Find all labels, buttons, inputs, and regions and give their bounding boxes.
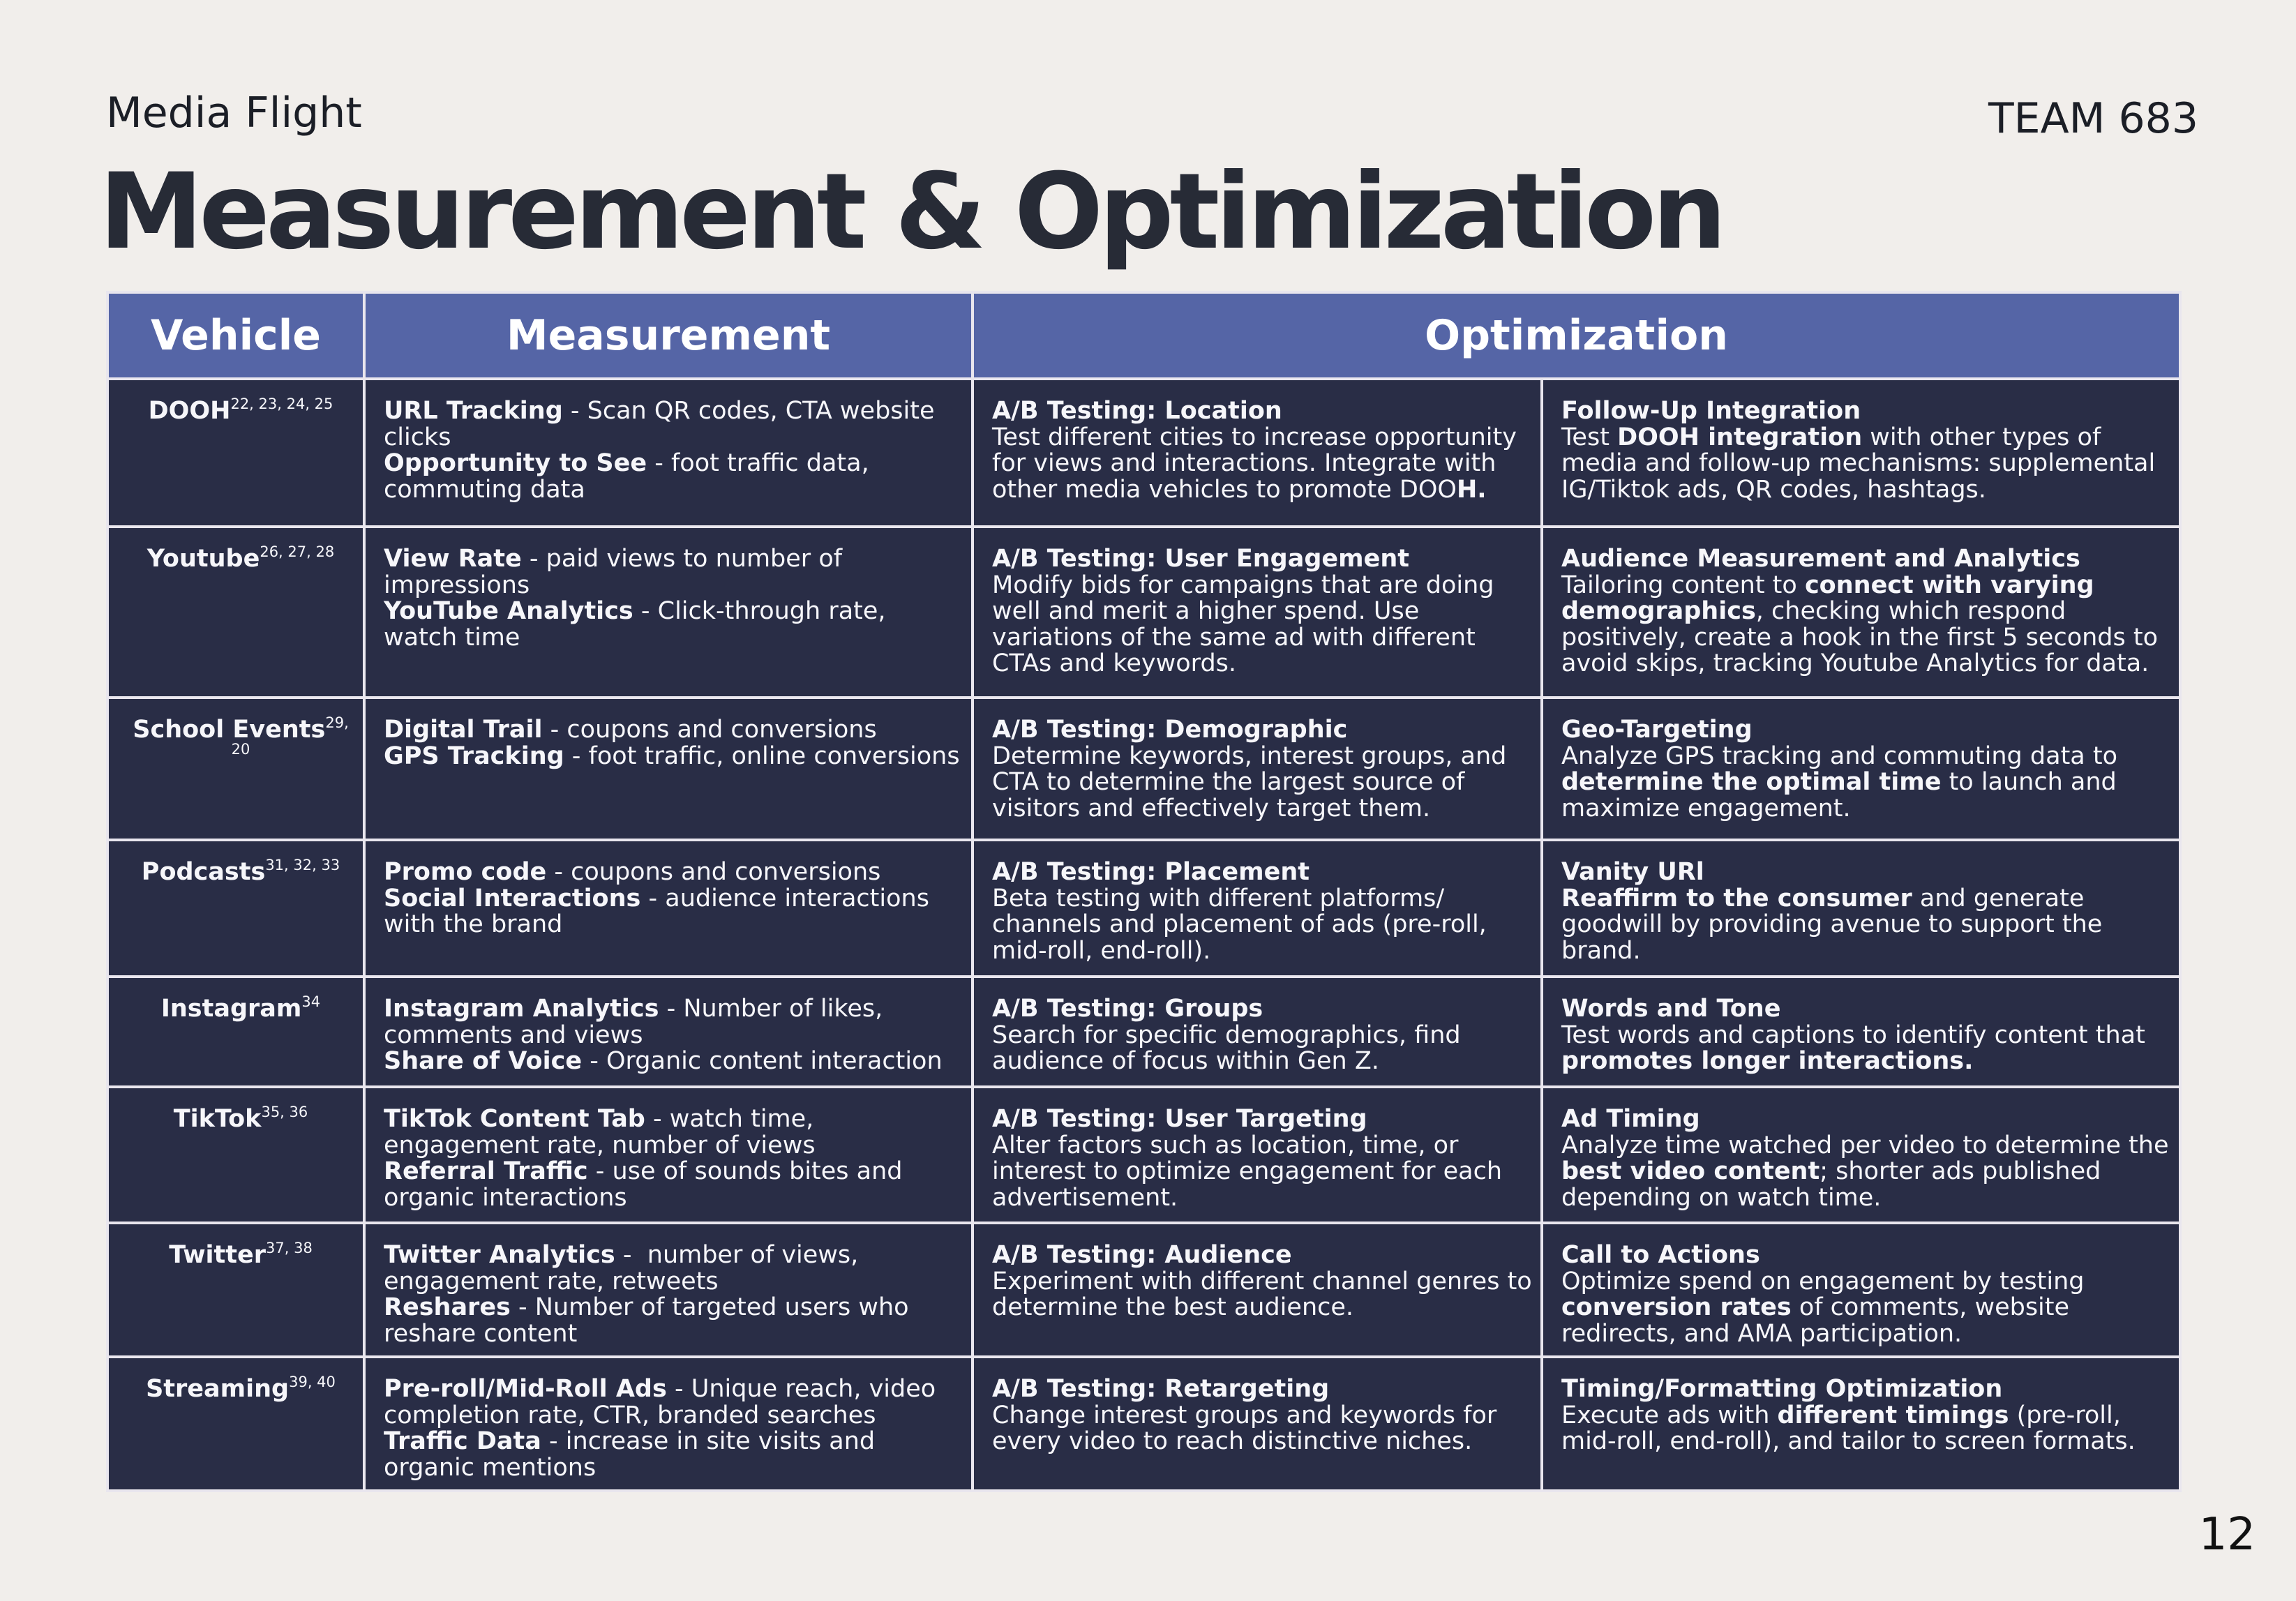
strategy-text: of comments, website redirects, and AMA participation.	[1561, 1293, 2070, 1348]
optimization-test-emphasis: H.	[1456, 475, 1487, 504]
measurement-metric-text: - audience interactions with the brand	[384, 884, 929, 938]
measurement-cell	[364, 1357, 973, 1491]
strategy-text: Execute ads with	[1561, 1401, 1778, 1429]
measurement-metric-title: Promo code	[384, 858, 547, 886]
optimization-test-cell	[973, 1087, 1542, 1223]
table-row	[107, 840, 2180, 977]
strategy-text: Tailoring content to	[1561, 571, 1805, 599]
citation-refs: 29, 20	[231, 714, 349, 758]
measurement-metric-title: Pre-roll/Mid-Roll Ads	[384, 1375, 667, 1403]
table-row	[107, 1223, 2180, 1357]
measurement-cell	[364, 840, 973, 977]
measurement-cell	[364, 527, 973, 698]
vehicle-name: Youtube	[147, 545, 260, 573]
vehicle-cell	[107, 698, 364, 840]
vehicle-name: Instagram	[160, 995, 302, 1023]
optimization-strategy-cell	[1542, 527, 2180, 698]
strategy-emphasis: best video content	[1561, 1157, 1820, 1185]
strategy-text: and generate goodwill by providing avenue to support the brand.	[1561, 884, 2103, 965]
measurement-metric-text: - number of views, engagement rate, retweets	[384, 1241, 866, 1295]
strategy-text: Optimize spend on engagement by testing	[1561, 1267, 2085, 1295]
strategy-text: Analyze GPS tracking and commuting data to	[1561, 742, 2118, 770]
optimization-test-body: Test different cities to increase opportunity for views and interactions. Integrate with other media vehicles to promote DOO	[992, 423, 1517, 504]
measurement-metric-text: - paid views to number of impressions	[384, 545, 843, 599]
measurement-metric-title: TikTok Content Tab	[384, 1105, 645, 1133]
measurement-metric-title: Twitter Analytics	[384, 1241, 615, 1269]
section-label: Media Flight	[106, 89, 362, 137]
measurement-metric-title: URL Tracking	[384, 397, 563, 425]
measurement-cell	[364, 1087, 973, 1223]
vehicle-cell	[107, 840, 364, 977]
optimization-strategy-title: Call to Actions	[1561, 1241, 1760, 1269]
citation-refs: 35, 36	[261, 1104, 308, 1120]
measurement-metric-text: - Unique reach, video completion rate, CTR, branded searches	[384, 1375, 936, 1429]
optimization-test-body: Beta testing with different platforms/ channels and placement of ads (pre-roll, mid-roll, end-roll).	[992, 884, 1487, 965]
page-title: Measurement & Optimization	[99, 151, 1723, 273]
strategy-emphasis: promotes longer interactions.	[1561, 1047, 1974, 1075]
optimization-test-cell	[973, 840, 1542, 977]
measurement-cell	[364, 698, 973, 840]
optimization-strategy-cell	[1542, 1357, 2180, 1491]
citation-refs: 26, 27, 28	[260, 543, 335, 560]
strategy-text: Test words and captions to identify content that	[1561, 1021, 2145, 1049]
optimization-test-title: A/B Testing: Retargeting	[992, 1375, 1330, 1403]
measurement-metric-text: - Number of likes, comments and views	[384, 995, 883, 1049]
optimization-strategy-title: Vanity URl	[1561, 858, 1704, 886]
vehicle-name: Twitter	[169, 1241, 267, 1269]
table-row	[107, 1087, 2180, 1223]
header-optimization: Optimization	[973, 292, 2180, 379]
strategy-emphasis: DOOH integration	[1617, 423, 1863, 451]
optimization-strategy-cell	[1542, 698, 2180, 840]
page-number: 12	[2198, 1509, 2256, 1561]
citation-refs: 37, 38	[266, 1240, 313, 1256]
strategy-emphasis: determine the optimal time	[1561, 768, 1942, 796]
optimization-test-title: A/B Testing: Demographic	[992, 716, 1348, 744]
optimization-strategy-cell	[1542, 379, 2180, 527]
measurement-metric-text: - coupons and conversions	[546, 858, 881, 886]
measurement-metric-text: - use of sounds bites and organic interactions	[384, 1157, 903, 1212]
measurement-metric-text: - foot traffic, online conversions	[564, 742, 960, 770]
measurement-metric-title: Digital Trail	[384, 716, 543, 744]
optimization-test-title: A/B Testing: User Targeting	[992, 1105, 1367, 1133]
measurement-metric-title: GPS Tracking	[384, 742, 564, 770]
measurement-cell	[364, 379, 973, 527]
measurement-metric-text: - Number of targeted users who reshare content	[384, 1293, 909, 1348]
measurement-metric-title: Social Interactions	[384, 884, 641, 912]
measurement-cell	[364, 977, 973, 1087]
strategy-text: , checking which respond positively, create a hook in the first 5 seconds to avoid skips, tracking Youtube Analytics for data.	[1561, 597, 2159, 677]
measurement-metric-text: - watch time, engagement rate, number of views	[384, 1105, 816, 1159]
measurement-metric-title: Referral Traffic	[384, 1157, 588, 1185]
optimization-test-body: Search for specific demographics, find audience of focus within Gen Z.	[992, 1021, 1461, 1075]
header-vehicle: Vehicle	[107, 292, 364, 379]
optimization-strategy-cell	[1542, 1223, 2180, 1357]
optimization-test-title: A/B Testing: User Engagement	[992, 545, 1409, 573]
optimization-test-cell	[973, 977, 1542, 1087]
optimization-test-body: Determine keywords, interest groups, and CTA to determine the largest source of visitors and effectively target them.	[992, 742, 1507, 822]
optimization-test-cell	[973, 1223, 1542, 1357]
measurement-metric-title: View Rate	[384, 545, 522, 573]
vehicle-name: Podcasts	[141, 858, 266, 886]
table-row	[107, 977, 2180, 1087]
optimization-strategy-title: Timing/Formatting Optimization	[1561, 1375, 2003, 1403]
table-header-row	[107, 292, 2180, 379]
strategy-emphasis: different timings	[1777, 1401, 2009, 1429]
team-label: TEAM 683	[1988, 94, 2198, 143]
strategy-emphasis: connect with varying demographics	[1561, 571, 2094, 625]
vehicle-name: School Events	[133, 716, 326, 744]
optimization-test-body: Experiment with different channel genres to determine the best audience.	[992, 1267, 1532, 1321]
optimization-test-title: A/B Testing: Groups	[992, 995, 1263, 1023]
measurement-metric-title: Reshares	[384, 1293, 511, 1321]
strategy-emphasis: Reaffirm to the consumer	[1561, 884, 1912, 912]
table-row	[107, 698, 2180, 840]
optimization-strategy-title: Geo-Targeting	[1561, 716, 1753, 744]
optimization-strategy-cell	[1542, 1087, 2180, 1223]
header-measurement: Measurement	[364, 292, 973, 379]
optimization-test-title: A/B Testing: Placement	[992, 858, 1310, 886]
vehicle-cell	[107, 527, 364, 698]
measurement-metric-title: Share of Voice	[384, 1047, 583, 1075]
measurement-cell	[364, 1223, 973, 1357]
measurement-metric-text: - Organic content interaction	[582, 1047, 943, 1075]
optimization-strategy-cell	[1542, 840, 2180, 977]
vehicle-name: Streaming	[146, 1375, 290, 1403]
measurement-metric-title: Opportunity to See	[384, 449, 647, 477]
citation-refs: 22, 23, 24, 25	[230, 396, 333, 412]
vehicle-name: DOOH	[148, 397, 231, 425]
measurement-metric-text: - Scan QR codes, CTA website clicks	[384, 397, 935, 451]
strategy-text: Test	[1561, 423, 1618, 451]
table-row	[107, 527, 2180, 698]
citation-refs: 34	[301, 993, 321, 1010]
vehicle-cell	[107, 1223, 364, 1357]
citation-refs: 31, 32, 33	[265, 857, 340, 873]
vehicle-cell	[107, 977, 364, 1087]
optimization-test-title: A/B Testing: Location	[992, 397, 1282, 425]
measurement-metric-title: Instagram Analytics	[384, 995, 659, 1023]
optimization-test-title: A/B Testing: Audience	[992, 1241, 1292, 1269]
optimization-test-cell	[973, 379, 1542, 527]
vehicle-cell	[107, 1357, 364, 1491]
measurement-optimization-table	[106, 291, 2182, 1492]
strategy-text: (pre-roll, mid-roll, end-roll), and tailor to screen formats.	[1561, 1401, 2136, 1455]
optimization-strategy-title: Words and Tone	[1561, 995, 1781, 1023]
optimization-strategy-title: Follow-Up Integration	[1561, 397, 1861, 425]
measurement-metric-text: - coupons and conversions	[542, 716, 877, 744]
optimization-strategy-title: Audience Measurement and Analytics	[1561, 545, 2080, 573]
strategy-text: Analyze time watched per video to determine the	[1561, 1131, 2169, 1159]
table-row	[107, 1357, 2180, 1491]
strategy-text: with other types of media and follow-up mechanisms: supplemental IG/Tiktok ads, QR codes, hashtags.	[1561, 423, 2156, 504]
table-row	[107, 379, 2180, 527]
strategy-emphasis: conversion rates	[1561, 1293, 1792, 1321]
measurement-metric-text: - Click-through rate, watch time	[384, 597, 886, 652]
optimization-test-cell	[973, 1357, 1542, 1491]
optimization-test-cell	[973, 698, 1542, 840]
vehicle-cell	[107, 1087, 364, 1223]
measurement-metric-text: - foot traffic data, commuting data	[384, 449, 869, 504]
measurement-metric-title: Traffic Data	[384, 1427, 541, 1455]
vehicle-cell	[107, 379, 364, 527]
citation-refs: 39, 40	[289, 1374, 336, 1390]
measurement-metric-text: - increase in site visits and organic mentions	[384, 1427, 876, 1482]
strategy-text: ; shorter ads published depending on watch time.	[1561, 1157, 2101, 1212]
optimization-strategy-cell	[1542, 977, 2180, 1087]
optimization-strategy-title: Ad Timing	[1561, 1105, 1700, 1133]
vehicle-name: TikTok	[173, 1105, 262, 1133]
optimization-test-cell	[973, 527, 1542, 698]
optimization-test-body: Modify bids for campaigns that are doing well and merit a higher spend. Use variations of the same ad with different CTAs and keywords.	[992, 571, 1494, 677]
measurement-metric-title: YouTube Analytics	[384, 597, 633, 625]
optimization-test-body: Change interest groups and keywords for every video to reach distinctive niches.	[992, 1401, 1497, 1455]
strategy-text: to launch and maximize engagement.	[1561, 768, 2117, 822]
optimization-test-body: Alter factors such as location, time, or interest to optimize engagement for each advertisement.	[992, 1131, 1503, 1212]
